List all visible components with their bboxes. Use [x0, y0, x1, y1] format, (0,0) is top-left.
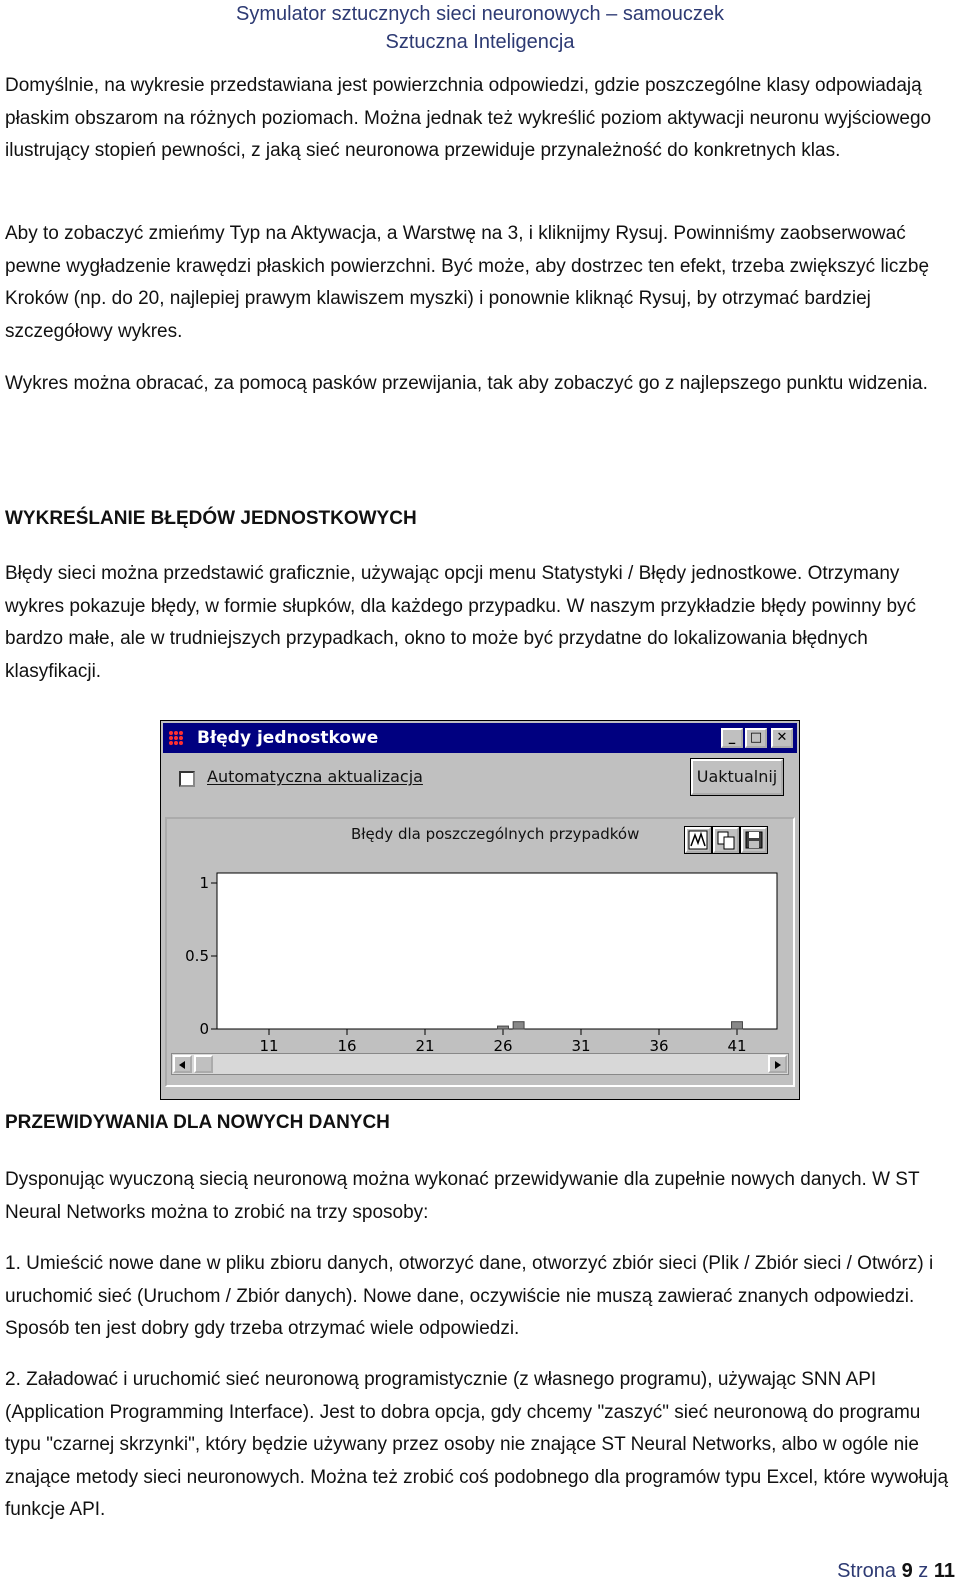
- x-tick-label: 41: [727, 1037, 747, 1053]
- auto-update-label[interactable]: Automatyczna aktualizacja: [207, 767, 423, 786]
- minimize-button[interactable]: _: [721, 728, 743, 748]
- error-bar: [732, 1022, 743, 1029]
- window-title: Błędy jednostkowe: [197, 728, 379, 748]
- paragraph-7: 2. Załadować i uruchomić sieć neuronową programistycznie (z własnego programu), używając SNN API (Application Programming Interface). Jest to dobra opcja, gdy chcemy "zaszyć" sieć neuronową do programu typu "czarnej skrzynki", który będzie używany przez osoby nie znające ST Neural Networks, albo w ogóle nie znające metody sieci neuronowych. Można też zrobić coś podobnego dla programów typu Excel, które wywołują funkcje API.: [5, 1369, 949, 1520]
- page-header: [0, 0, 960, 56]
- app-icon: [167, 729, 185, 747]
- paragraph-3: Wykres można obracać, za pomocą pasków przewijania, tak aby zobaczyć go z najlepszego punktu widzenia.: [5, 373, 928, 394]
- x-tick-label: 36: [649, 1037, 669, 1053]
- paragraph-4: Błędy sieci można przedstawić graficznie, używając opcji menu Statystyki / Błędy jednostkowe. Otrzymany wykres pokazuje błędy, w formie słupków, dla każdego przypadku. W naszym przykładzie błędy powinny być bardzo małe, ale w trudniejszych przypadkach, okno to może być przydatne do lokalizowania błędnych klasyfikacji.: [5, 563, 917, 682]
- paragraph-1: Domyślnie, na wykresie przedstawiana jest powierzchnia odpowiedzi, gdzie poszczególne klasy odpowiadają płaskim obszarom na różnych poziomach. Można jednak też wykreślić poziom aktywacji neuronu wyjściowego ilustrujący stopień pewności, z jaką sieć neuronowa przewiduje przynależność do konkretnych klas.: [5, 75, 932, 161]
- chart-scrollbar[interactable]: [171, 1053, 789, 1075]
- chart-icon: [687, 829, 709, 851]
- scroll-thumb[interactable]: [194, 1055, 213, 1073]
- x-tick-label: 21: [415, 1037, 435, 1053]
- close-button[interactable]: ✕: [771, 728, 793, 748]
- section-heading-predictions: PRZEWIDYWANIA DLA NOWYCH DANYCH: [5, 1112, 390, 1133]
- chart-title: Błędy dla poszczególnych przypadków: [351, 825, 640, 843]
- copy-icon: [715, 829, 737, 851]
- arrow-left-icon: [175, 1058, 190, 1072]
- footer-prefix: Strona: [837, 1560, 897, 1582]
- footer-sep: z: [918, 1560, 929, 1582]
- x-tick-label: 31: [571, 1037, 591, 1053]
- page-footer: [837, 1560, 955, 1583]
- auto-update-checkbox[interactable]: [179, 771, 195, 787]
- unit-errors-window: [160, 720, 800, 1100]
- y-tick-label: 0: [199, 1020, 209, 1038]
- paragraph-6: 1. Umieścić nowe dane w pliku zbioru danych, otworzyć dane, otworzyć zbiór sieci (Plik / Zbiór sieci / Otwórz) i uruchomić sieć (Uruchom / Zbiór danych). Nowe dane, oczywiście nie muszą zawierać znanych odpowiedzi. Sposób ten jest dobry gdy trzeba otrzymać wiele odpowiedzi.: [5, 1253, 934, 1339]
- error-bar: [513, 1022, 524, 1029]
- error-bar-chart: [169, 853, 791, 1053]
- scroll-left-button[interactable]: [173, 1055, 192, 1073]
- chart-type-button[interactable]: [685, 827, 711, 853]
- copy-button[interactable]: [713, 827, 739, 853]
- y-tick-label: 0.5: [185, 947, 209, 965]
- header-title: Symulator sztucznych sieci neuronowych – samouczek: [236, 3, 724, 25]
- x-tick-label: 26: [493, 1037, 513, 1053]
- maximize-button[interactable]: □: [745, 728, 767, 748]
- y-tick-label: 1: [199, 874, 209, 892]
- paragraph-5: Dysponując wyuczoną siecią neuronową można wykonać przewidywanie dla zupełnie nowych danych. W ST Neural Networks można to zrobić na trzy sposoby:: [5, 1169, 920, 1223]
- save-button[interactable]: [741, 827, 767, 853]
- error-bar: [498, 1026, 509, 1029]
- update-button[interactable]: Uaktualnij: [691, 759, 783, 795]
- x-tick-label: 16: [337, 1037, 357, 1053]
- footer-total: 11: [933, 1560, 955, 1582]
- section-heading-errors: WYKREŚLANIE BŁĘDÓW JEDNOSTKOWYCH: [5, 508, 417, 529]
- header-subtitle: Sztuczna Inteligencja: [385, 31, 575, 53]
- paragraph-2: Aby to zobaczyć zmieńmy Typ na Aktywacja, a Warstwę na 3, i kliknijmy Rysuj. Powinniśmy zaobserwować pewne wygładzenie krawędzi płaskich powierzchni. Być może, aby dostrzec ten efekt, trzeba zwiększyć liczbę Kroków (np. do 20, najlepiej prawym klawiszem myszki) i ponownie kliknąć Rysuj, by otrzymać bardziej szczegółowy wykres.: [5, 223, 930, 342]
- plot-area: [217, 873, 777, 1029]
- floppy-disk-icon: [743, 829, 765, 851]
- window-titlebar[interactable]: [163, 723, 797, 753]
- chart-panel: [165, 817, 795, 1087]
- x-tick-label: 11: [259, 1037, 279, 1053]
- footer-page: 9: [901, 1560, 913, 1582]
- arrow-right-icon: [770, 1058, 785, 1072]
- scroll-right-button[interactable]: [768, 1055, 787, 1073]
